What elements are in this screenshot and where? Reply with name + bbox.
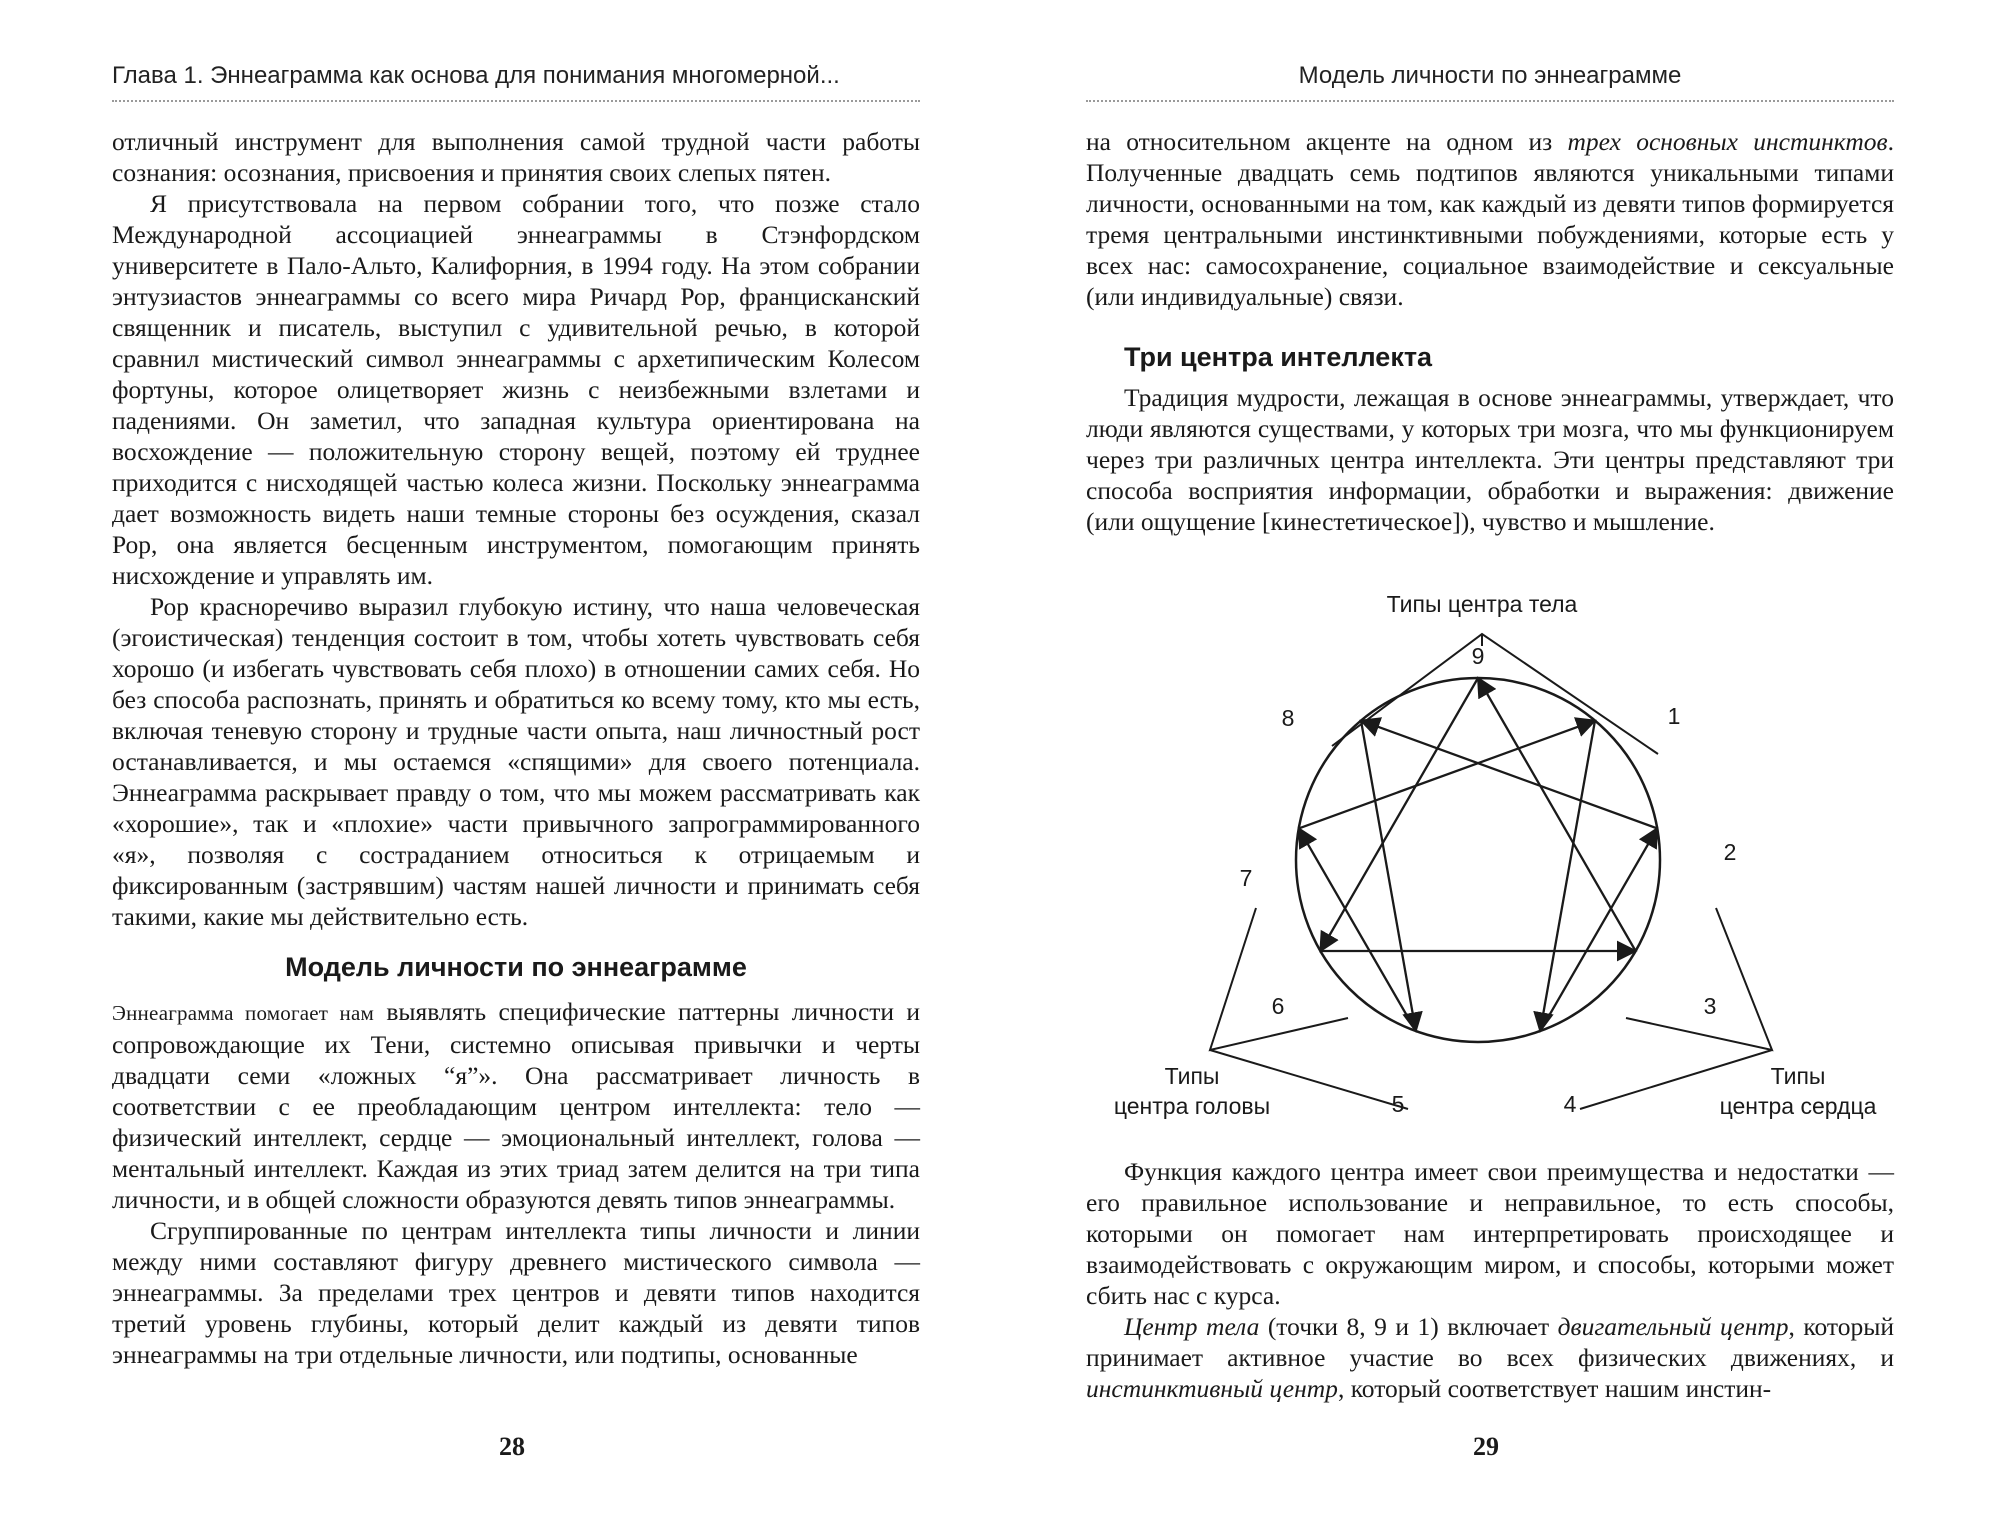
text-run: , который соответствует нашим инстин- [1337,1374,1772,1403]
paragraph [112,996,920,1215]
label-heart-center-1: Типы [1770,1063,1826,1089]
text-run: (точки 8, 9 и 1) включает [1259,1312,1558,1341]
head-bracket [1210,908,1348,1050]
label-head-center-1: Типы [1164,1063,1220,1089]
enneagram-figure [1060,582,1940,1127]
point-label-7: 7 [1239,865,1253,891]
point-labels [1240,643,1737,1117]
heart-bracket [1626,908,1772,1050]
lead-text: выявлять специфические паттерны личности и сопровождающие их Тени, системно описывая привычки и черты двадцати семи «ложных “я”». Она рассматривает личность в соответствии с ее преобладающим центром интеллекта: тело — физический интеллект, сердце — эмоциональный интеллект, голова — ментальный интеллект. Каждая из этих триад затем делится на три типа личности, и в общей сложности образуются девять типов эннеаграммы. [112,997,921,1214]
label-heart-center-2: центра сердца [1719,1093,1877,1119]
right-page [1000,0,2000,1523]
point-label-6: 6 [1271,993,1285,1019]
text-run: , который принимает активное участие во всех физических движениях, и [1086,1312,1894,1372]
paragraph [1086,126,1894,312]
header-rule-left [112,100,920,102]
point-label-1: 1 [1667,703,1681,729]
paragraph: Рор красноречиво выразил глубокую истину, что наша человеческая (эгоистическая) тенденция состоит в том, чтобы хотеть чувствовать себя хорошо (и избегать чувствовать себя плохо) в отношении самих себя. Но без способа распознать, принять и обратиться ко всему тому, кто мы есть, включая теневую сторону и трудные части опыта, наш личностный рост останавливается, и мы остаемся «спящими» для своего потенциала. Эннеаграмма раскрывает правду о том, что мы можем рассматривать как «хорошие», так и «плохие» части привычного запрограммированного «я», позволяя с состраданием относиться к отрицаемым и фиксированным (застрявшим) частям нашей личности и принимать себя такими, какие мы действительно есть. [112,592,920,931]
page-number-left: 28 [499,1432,525,1461]
label-body-center: Типы центра тела [1386,591,1578,617]
running-head-left: Глава 1. Эннеаграмма как основа для понимания многомерной... [112,62,840,89]
paragraph: Сгруппированные по центрам интеллекта типы личности и линии между ними составляют фигуру древнего мистического символа — эннеаграммы. За пределами трех центров и девяти типов находится третий уровень глубины, который делит каждый из девяти типов эннеаграммы на три отдельные личности, или подтипы, основанные [112,1216,920,1369]
emphasis: двигательный центр [1557,1312,1789,1341]
text-run: на относительном акценте на одном из [1086,127,1568,156]
text-run: . Полученные двадцать семь подтипов являются уникальными типами личности, основанными на том, как каждый из девяти типов формируется тремя центральными инстинктивными побуждениями, которые есть у всех нас: самосохранение, социальное взаимодействие и сексуальные (или индивидуальные) связи. [1086,127,1894,311]
right-page-body-after-figure [1086,1156,1894,1404]
header-rule-right [1086,100,1894,102]
emphasis: Центр тела [1124,1312,1260,1341]
paragraph: Традиция мудрости, лежащая в основе эннеаграммы, утверждает, что люди являются существами, у которых три мозга, что мы функционируем через три различных центра интеллекта. Эти центры представляют три способа восприятия информации, обработки и выражения: движение (или ощущение [кинестетическое]), чувство и мышление. [1086,383,1894,536]
label-head-center-2: центра головы [1113,1093,1271,1119]
triangle-line [1478,678,1636,951]
lead-smallcaps: Эннеаграмма помогает нам [112,1001,375,1025]
section-heading: Три центра интеллекта [1124,342,1433,372]
running-head-right: Модель личности по эннеаграмме [1298,62,1682,89]
section-heading: Модель личности по эннеаграмме [285,952,747,982]
page-number-right: 29 [1473,1432,1499,1461]
left-page-body [112,126,920,1370]
paragraph [1086,1311,1894,1404]
point-label-5: 5 [1391,1091,1405,1117]
point-label-3: 3 [1703,993,1717,1019]
point-label-8: 8 [1281,705,1295,731]
triangle-line [1320,678,1478,951]
right-page-body [1086,126,1894,537]
point-label-4: 4 [1563,1091,1577,1117]
paragraph: Я присутствовала на первом собрании того, что позже стало Международной ассоциацией эннеаграммы в Стэнфордском университете в Пало-Альто, Калифорния, в 1994 году. На этом собрании энтузиастов эннеаграммы со всего мира Ричард Рор, францисканский священник и писатель, выступил с удивительной речью, в которой сравнил мистический символ эннеаграммы с архетипическим Колесом фортуны, которое олицетворяет жизнь с неизбежными взлетами и падениями. Он заметил, что западная культура ориентирована на восхождение — положительную сторону вещей, поэтому ей труднее приходится с нисходящей частью колеса жизни. Поскольку эннеаграмма дает возможность видеть наши темные стороны без осуждения, сказал Рор, она является бесценным инструментом, помогающим принять нисхождение и управлять им. [112,189,920,590]
emphasis: инстинктивный центр [1086,1374,1338,1403]
point-label-2: 2 [1723,839,1737,865]
body-bracket [1332,634,1658,754]
emphasis: трех основных инстинктов [1567,127,1888,156]
point-label-9: 9 [1471,643,1485,669]
paragraph: Функция каждого центра имеет свои преимущества и недостатки — его правильное использование и неправильное, то есть способы, которыми он помогает нам интерпретировать происходящее и взаимодействовать с окружающим миром, и способы, которыми может сбить нас с курса. [1086,1157,1894,1310]
paragraph: отличный инструмент для выполнения самой трудной части работы сознания: осознания, присвоения и принятия своих слепых пятен. [112,127,920,187]
